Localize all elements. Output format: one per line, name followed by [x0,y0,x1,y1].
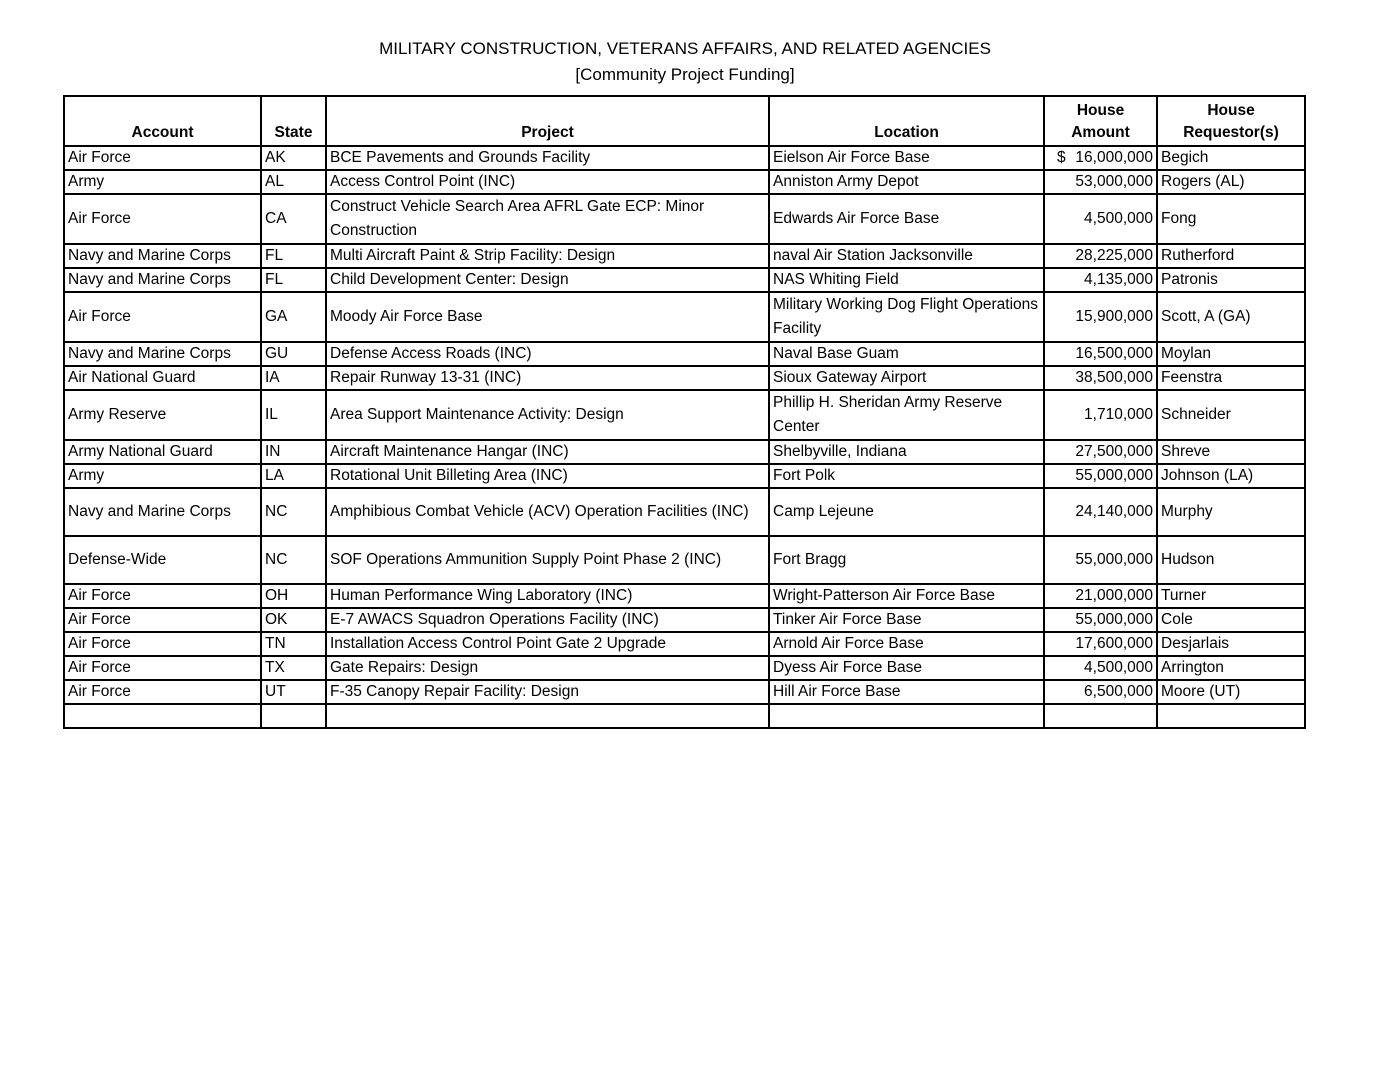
document-header [0,36,1370,88]
cell-location: Tinker Air Force Base [769,608,1044,632]
cell-house-amount [1044,656,1157,680]
column-header-house-requestors-text: House Requestor(s) [1183,102,1279,141]
cell-house-requestor: Schneider [1157,390,1305,440]
cell-house-amount [1044,366,1157,390]
cell-house-amount [1044,632,1157,656]
cell-project: Access Control Point (INC) [326,170,769,194]
cell-location: Phillip H. Sheridan Army Reserve Center [769,390,1044,440]
table-row [64,244,1305,268]
cell-house-requestor: Begich [1157,146,1305,170]
cell-account: Air Force [64,146,261,170]
cell-house-requestor: Desjarlais [1157,632,1305,656]
cell-state: GA [261,292,326,342]
cell-house-requestor: Moore (UT) [1157,680,1305,704]
table-row [64,632,1305,656]
amount-value: 4,500,000 [1084,210,1153,227]
cell-state: IA [261,366,326,390]
cell-house-requestor: Fong [1157,194,1305,244]
column-header-house-amount-text: House Amount [1071,102,1130,141]
cell-state: TX [261,656,326,680]
cell-account: Navy and Marine Corps [64,342,261,366]
cell-state: AL [261,170,326,194]
cell-location: Military Working Dog Flight Operations Facility [769,292,1044,342]
cell-project: Multi Aircraft Paint & Strip Facility: Design [326,244,769,268]
amount-value: 24,140,000 [1075,503,1153,520]
amount-value: 28,225,000 [1075,247,1153,264]
cell-account: Air Force [64,608,261,632]
cell-location: Arnold Air Force Base [769,632,1044,656]
cell-account: Army [64,464,261,488]
table-row [64,536,1305,584]
cell-location: Shelbyville, Indiana [769,440,1044,464]
cell-account: Army National Guard [64,440,261,464]
cell-house-amount [1044,194,1157,244]
amount-value: 4,135,000 [1084,271,1153,288]
cell-house-amount [1044,488,1157,536]
cell-location: NAS Whiting Field [769,268,1044,292]
amount-value: 6,500,000 [1084,683,1153,700]
cell-state: IL [261,390,326,440]
amount-value: 55,000,000 [1075,551,1153,568]
empty-cell [261,704,326,728]
table-header-row [64,96,1305,146]
cell-location: Naval Base Guam [769,342,1044,366]
cell-project: Gate Repairs: Design [326,656,769,680]
cell-state: OK [261,608,326,632]
cell-house-amount [1044,268,1157,292]
cell-location: Fort Polk [769,464,1044,488]
funding-table [63,95,1306,729]
cell-project: Human Performance Wing Laboratory (INC) [326,584,769,608]
cell-project: Rotational Unit Billeting Area (INC) [326,464,769,488]
cell-project: Area Support Maintenance Activity: Design [326,390,769,440]
empty-cell [326,704,769,728]
cell-house-requestor: Johnson (LA) [1157,464,1305,488]
cell-state: LA [261,464,326,488]
cell-project: Amphibious Combat Vehicle (ACV) Operation Facilities (INC) [326,488,769,536]
empty-table-row [64,704,1305,728]
cell-account: Army [64,170,261,194]
cell-account: Navy and Marine Corps [64,268,261,292]
table-row [64,292,1305,342]
table-row [64,608,1305,632]
table-row [64,194,1305,244]
amount-value: 55,000,000 [1075,467,1153,484]
cell-house-amount [1044,244,1157,268]
cell-house-requestor: Scott, A (GA) [1157,292,1305,342]
column-header-location: Location [769,96,1044,146]
cell-state: TN [261,632,326,656]
cell-state: IN [261,440,326,464]
amount-value: 38,500,000 [1075,369,1153,386]
table-row [64,440,1305,464]
amount-value: 27,500,000 [1075,443,1153,460]
table-row [64,268,1305,292]
cell-state: AK [261,146,326,170]
cell-project: SOF Operations Ammunition Supply Point Phase 2 (INC) [326,536,769,584]
table-row [64,342,1305,366]
amount-value: 16,000,000 [1075,149,1153,166]
table-row [64,390,1305,440]
column-header-account: Account [64,96,261,146]
cell-account: Army Reserve [64,390,261,440]
cell-house-amount [1044,440,1157,464]
cell-house-requestor: Cole [1157,608,1305,632]
cell-house-requestor: Feenstra [1157,366,1305,390]
cell-house-amount [1044,292,1157,342]
cell-state: FL [261,244,326,268]
cell-location: naval Air Station Jacksonville [769,244,1044,268]
column-header-house-amount [1044,96,1157,146]
cell-project: E-7 AWACS Squadron Operations Facility (INC) [326,608,769,632]
cell-project: BCE Pavements and Grounds Facility [326,146,769,170]
cell-house-amount [1044,536,1157,584]
cell-location: Camp Lejeune [769,488,1044,536]
document-title: MILITARY CONSTRUCTION, VETERANS AFFAIRS, AND RELATED AGENCIES [379,39,991,58]
cell-project: Child Development Center: Design [326,268,769,292]
amount-value: 53,000,000 [1075,173,1153,190]
amount-value: 16,500,000 [1075,345,1153,362]
cell-house-requestor: Hudson [1157,536,1305,584]
cell-location: Sioux Gateway Airport [769,366,1044,390]
cell-account: Navy and Marine Corps [64,488,261,536]
amount-value: 4,500,000 [1084,659,1153,676]
cell-house-requestor: Turner [1157,584,1305,608]
cell-house-requestor: Rogers (AL) [1157,170,1305,194]
cell-state: OH [261,584,326,608]
cell-account: Air Force [64,656,261,680]
cell-project: Defense Access Roads (INC) [326,342,769,366]
empty-cell [1044,704,1157,728]
cell-house-amount [1044,170,1157,194]
cell-state: UT [261,680,326,704]
cell-account: Navy and Marine Corps [64,244,261,268]
cell-location: Fort Bragg [769,536,1044,584]
document-subtitle: [Community Project Funding] [575,65,795,84]
cell-house-amount [1044,390,1157,440]
empty-cell [1157,704,1305,728]
cell-location: Edwards Air Force Base [769,194,1044,244]
cell-account: Air Force [64,632,261,656]
cell-state: NC [261,536,326,584]
amount-value: 15,900,000 [1075,308,1153,325]
cell-account: Air Force [64,584,261,608]
cell-project: F-35 Canopy Repair Facility: Design [326,680,769,704]
cell-account: Air Force [64,680,261,704]
cell-state: FL [261,268,326,292]
cell-house-amount [1044,608,1157,632]
cell-location: Eielson Air Force Base [769,146,1044,170]
column-header-house-requestors [1157,96,1305,146]
cell-house-requestor: Arrington [1157,656,1305,680]
cell-project: Repair Runway 13-31 (INC) [326,366,769,390]
cell-house-amount [1044,146,1157,170]
cell-account: Air Force [64,194,261,244]
cell-project: Installation Access Control Point Gate 2 Upgrade [326,632,769,656]
currency-symbol: $ [1057,149,1066,166]
cell-account: Air Force [64,292,261,342]
table-row [64,366,1305,390]
amount-value: 55,000,000 [1075,611,1153,628]
table-row [64,656,1305,680]
table-row [64,680,1305,704]
cell-location: Wright-Patterson Air Force Base [769,584,1044,608]
table-body [64,146,1305,728]
cell-house-requestor: Shreve [1157,440,1305,464]
cell-house-requestor: Murphy [1157,488,1305,536]
column-header-state: State [261,96,326,146]
cell-project: Construct Vehicle Search Area AFRL Gate ECP: Minor Construction [326,194,769,244]
cell-house-amount [1044,680,1157,704]
table-row [64,488,1305,536]
cell-location: Dyess Air Force Base [769,656,1044,680]
cell-house-amount [1044,584,1157,608]
cell-house-requestor: Rutherford [1157,244,1305,268]
cell-project: Moody Air Force Base [326,292,769,342]
empty-cell [64,704,261,728]
cell-account: Defense-Wide [64,536,261,584]
cell-location: Hill Air Force Base [769,680,1044,704]
amount-value: 17,600,000 [1075,635,1153,652]
cell-house-requestor: Moylan [1157,342,1305,366]
cell-state: CA [261,194,326,244]
cell-location: Anniston Army Depot [769,170,1044,194]
cell-account: Air National Guard [64,366,261,390]
cell-house-amount [1044,342,1157,366]
cell-house-requestor: Patronis [1157,268,1305,292]
table-row [64,584,1305,608]
cell-state: GU [261,342,326,366]
amount-value: 1,710,000 [1084,406,1153,423]
amount-value: 21,000,000 [1075,587,1153,604]
cell-house-amount [1044,464,1157,488]
table-row [64,170,1305,194]
cell-state: NC [261,488,326,536]
empty-cell [769,704,1044,728]
column-header-project: Project [326,96,769,146]
table-row [64,464,1305,488]
table-row [64,146,1305,170]
cell-project: Aircraft Maintenance Hangar (INC) [326,440,769,464]
